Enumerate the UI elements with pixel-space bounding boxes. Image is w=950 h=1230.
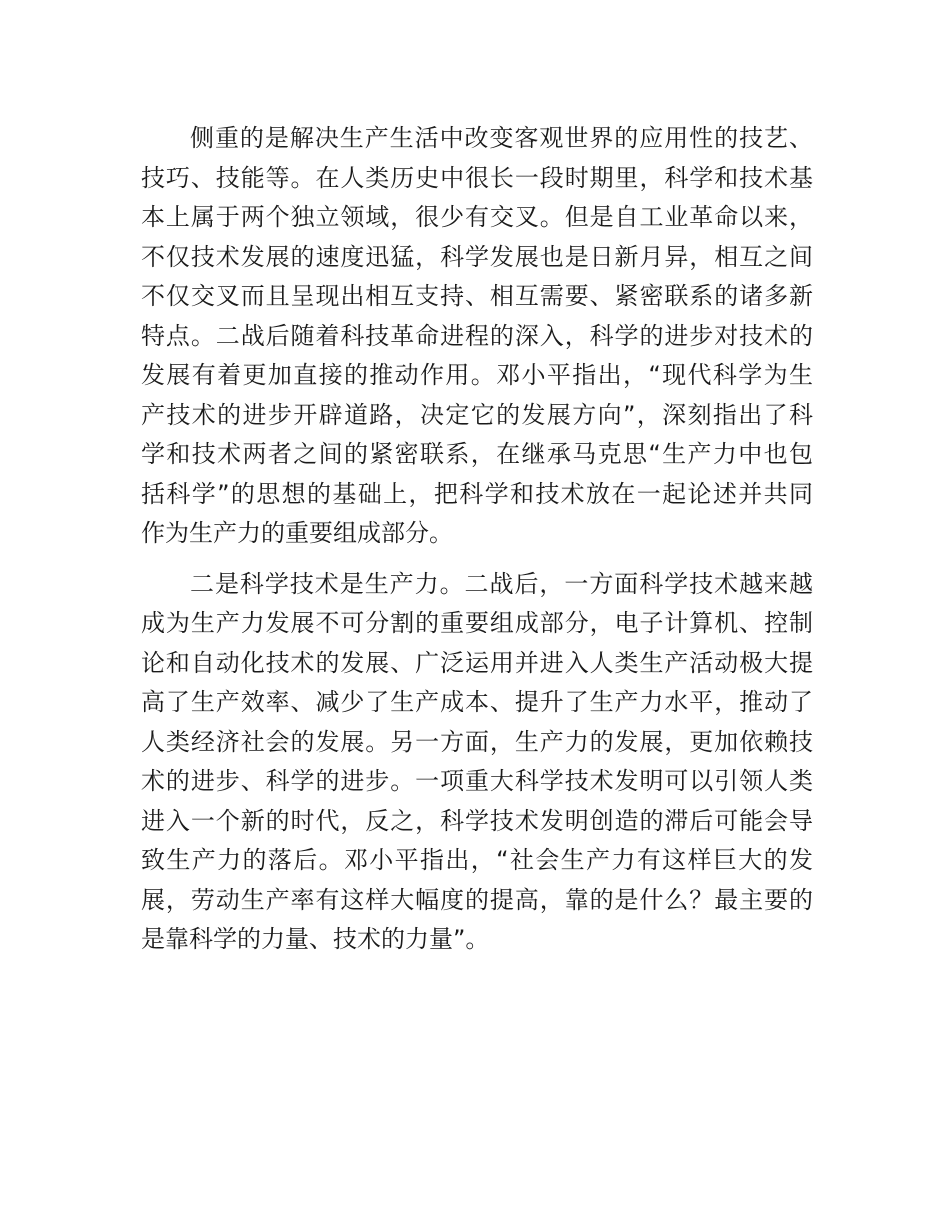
text-line: 不仅技术发展的速度迅猛，科学发展也是日新月异，相互之间 — [141, 242, 813, 271]
text-line: 展，劳动生产率有这样大幅度的提高，靠的是什么？最主要的 — [141, 885, 813, 914]
text-line: 本上属于两个独立领域，很少有交叉。但是自工业革命以来， — [141, 203, 813, 231]
text-line: 不仅交叉而且呈现出相互支持、相互需要、紧密联系的诸多新 — [141, 282, 813, 310]
text-line: 发展有着更加直接的推动作用。邓小平指出，“现代科学为生 — [141, 361, 813, 389]
text-line: 二是科学技术是生产力。二战后，一方面科学技术越来越 — [190, 569, 813, 598]
text-line: 高了生产效率、减少了生产成本、提升了生产力水平，推动了 — [141, 688, 813, 716]
text-line: 进入一个新的时代，反之，科学技术发明创造的滞后可能会导 — [141, 806, 813, 835]
text-line: 致生产力的落后。邓小平指出，“社会生产力有这样巨大的发 — [141, 846, 813, 874]
text-line: 括科学”的思想的基础上，把科学和技术放在一起论述并共同 — [141, 479, 813, 508]
text-line: 技巧、技能等。在人类历史中很长一段时期里，科学和技术基 — [141, 163, 813, 192]
text-line: 人类经济社会的发展。另一方面，生产力的发展，更加依赖技 — [141, 727, 813, 756]
body-text — [141, 119, 813, 960]
text-line: 产技术的进步开辟道路，决定它的发展方向”，深刻指出了科 — [141, 400, 813, 429]
text-line: 成为生产力发展不可分割的重要组成部分，电子计算机、控制 — [141, 609, 813, 637]
text-line: 学和技术两者之间的紧密联系，在继承马克思“生产力中也包 — [141, 440, 813, 468]
text-line: 作为生产力的重要组成部分。 — [141, 519, 453, 547]
text-line: 术的进步、科学的进步。一项重大科学技术发明可以引领人类 — [141, 767, 813, 795]
text-line: 是靠科学的力量、技术的力量”。 — [141, 925, 490, 953]
paragraph-2 — [141, 565, 813, 960]
text-line: 特点。二战后随着科技革命进程的深入，科学的进步对技术的 — [141, 321, 813, 350]
text-line: 侧重的是解决生产生活中改变客观世界的应用性的技艺、 — [190, 124, 813, 152]
paragraph-1 — [141, 119, 813, 554]
text-line: 论和自动化技术的发展、广泛运用并进入人类生产活动极大提 — [141, 648, 813, 677]
